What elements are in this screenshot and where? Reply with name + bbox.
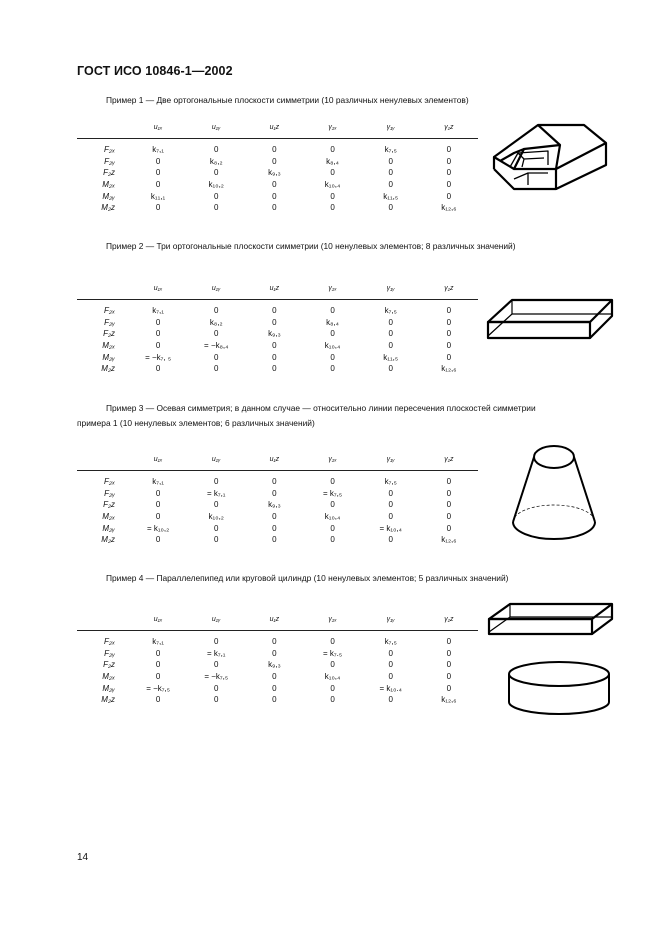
matrix-cell: 0: [330, 500, 335, 510]
matrix-cell: k₉,₃: [268, 329, 281, 339]
matrix-header-row: [77, 609, 478, 631]
matrix-cell: = k₁₀.₄: [379, 683, 402, 693]
column-header: γ₁ₓ: [303, 278, 361, 300]
matrix-cell: k₁₀,₄: [324, 512, 341, 522]
matrix-cell: 0: [330, 683, 335, 693]
matrix-header-row: [77, 278, 478, 300]
column-header: γ₁ᵧ: [362, 449, 420, 471]
column-header: γ₁ᵧ: [362, 117, 420, 139]
matrix-row: [77, 535, 478, 547]
matrix-cell: 0: [446, 477, 452, 486]
matrix-cell: 0: [214, 477, 219, 486]
matrix-cell: 0: [155, 168, 161, 178]
matrix-cell: 0: [388, 156, 393, 166]
matrix-cell: 0: [214, 364, 219, 374]
column-header: u₁z: [245, 609, 303, 631]
matrix-cell: 0: [446, 329, 452, 339]
matrix-cell: k₁₂,₆: [441, 695, 457, 705]
matrix-cell: k₇,₅: [384, 477, 397, 486]
matrix-row: [77, 203, 478, 215]
matrix-cell: 0: [330, 660, 335, 670]
row-label: M₂ₓ: [102, 180, 115, 190]
matrix-cell: 0: [330, 145, 335, 154]
matrix-cell: k₁₀,₄: [324, 180, 341, 190]
matrix-cell: 0: [330, 637, 335, 646]
example-4-caption: [106, 571, 508, 586]
row-label: M₂ₓ: [102, 672, 115, 682]
figure-double-symmetric-body: [488, 117, 612, 193]
matrix-cell: k₇,₅: [384, 306, 397, 315]
matrix-header-row: [77, 117, 478, 139]
header-blank: [77, 449, 129, 471]
matrix-row: [77, 500, 478, 512]
matrix-cell: 0: [330, 477, 335, 486]
column-header: u₁z: [245, 278, 303, 300]
matrix-cell: k₁₂,₆: [441, 535, 457, 545]
matrix-cell: 0: [272, 637, 277, 646]
example-2-matrix: [77, 278, 478, 376]
column-header: u₁ₓ: [129, 609, 187, 631]
matrix-cell: 0: [155, 317, 161, 327]
matrix-cell: 0: [155, 203, 161, 213]
row-label: F₂ᵧ: [104, 488, 115, 498]
matrix-cell: 0: [155, 156, 161, 166]
matrix-cell: 0: [272, 156, 277, 166]
matrix-cell: 0: [272, 672, 277, 682]
row-label: F₂ₓ: [104, 477, 115, 486]
matrix-cell: 0: [388, 535, 393, 545]
figure-truncated-cone: [508, 442, 608, 548]
row-label: M₂z: [101, 535, 115, 545]
matrix-cell: k₁₁,₁: [150, 191, 166, 201]
matrix-cell: 0: [330, 695, 335, 705]
matrix-cell: 0: [330, 329, 335, 339]
matrix-row: [77, 353, 478, 365]
matrix-cell: 0: [155, 648, 161, 658]
caption-line: примера 1 (10 ненулевых элементов; 6 различных значений): [77, 418, 315, 428]
matrix-cell: k₁₀,₄: [324, 672, 341, 682]
matrix-cell: 0: [330, 306, 335, 315]
row-label: F₂ₓ: [104, 306, 115, 315]
matrix-row: [77, 139, 478, 157]
matrix-row: [77, 341, 478, 353]
matrix-cell: k₇,₁: [152, 477, 164, 486]
matrix-row: [77, 672, 478, 684]
matrix-row: [77, 329, 478, 341]
matrix-cell: 0: [388, 203, 393, 213]
matrix-cell: 0: [272, 648, 277, 658]
row-label: F₂ₓ: [104, 637, 115, 646]
matrix-cell: 0: [272, 180, 277, 190]
column-header: u₁z: [245, 449, 303, 471]
matrix-cell: 0: [388, 317, 393, 327]
matrix-cell: 0: [214, 329, 219, 339]
matrix-cell: 0: [446, 488, 452, 498]
matrix-cell: 0: [155, 535, 161, 545]
row-label: F₂z: [103, 660, 115, 670]
matrix-row: [77, 180, 478, 192]
column-header: u₁ᵧ: [187, 278, 245, 300]
matrix-cell: k₈,₂: [209, 156, 223, 166]
matrix-cell: 0: [446, 648, 452, 658]
example-1-caption: [106, 93, 469, 108]
matrix-row: [77, 489, 478, 501]
matrix-cell: 0: [446, 352, 452, 362]
matrix-cell: 0: [446, 191, 452, 201]
matrix-cell: 0: [446, 341, 452, 351]
document-header: ГОСТ ИСО 10846-1—2002: [77, 64, 233, 78]
matrix-cell: k₈,₄: [326, 156, 339, 166]
matrix-cell: 0: [446, 168, 452, 178]
column-header: γ₁z: [420, 117, 478, 139]
column-header: u₁ₓ: [129, 449, 187, 471]
matrix-cell: k₇,₁: [152, 306, 164, 315]
matrix-cell: 0: [272, 203, 277, 213]
matrix-cell: k₇,₅: [384, 145, 397, 154]
matrix-cell: = −k₈,₄: [204, 341, 229, 351]
matrix-cell: 0: [446, 672, 452, 682]
matrix-cell: 0: [272, 317, 277, 327]
matrix-cell: 0: [330, 364, 335, 374]
matrix-cell: 0: [388, 341, 393, 351]
matrix-cell: 0: [272, 341, 277, 351]
matrix-cell: 0: [272, 695, 277, 705]
matrix-cell: 0: [155, 341, 161, 351]
column-header: γ₁ₓ: [303, 449, 361, 471]
caption-line: Пример 2 — Три ортогональные плоскости симметрии (10 ненулевых элементов; 8 различных значений): [106, 241, 516, 251]
caption-line: Пример 1 — Две ортогональные плоскости симметрии (10 различных ненулевых элементов): [106, 95, 469, 105]
matrix-cell: 0: [214, 637, 219, 646]
column-header: γ₁ᵧ: [362, 609, 420, 631]
matrix-cell: 0: [214, 660, 219, 670]
matrix-cell: k₈,₄: [326, 317, 339, 327]
row-label: F₂ₓ: [104, 145, 115, 154]
matrix-cell: 0: [388, 648, 393, 658]
row-label: M₂ᵧ: [102, 523, 115, 533]
matrix-cell: 0: [330, 535, 335, 545]
matrix-cell: 0: [446, 145, 452, 154]
matrix-cell: 0: [388, 364, 393, 374]
matrix-cell: 0: [446, 500, 452, 510]
row-label: M₂ₓ: [102, 341, 115, 351]
row-label: M₂ᵧ: [102, 352, 115, 362]
header-blank: [77, 609, 129, 631]
matrix-cell: 0: [214, 500, 219, 510]
matrix-cell: 0: [388, 329, 393, 339]
matrix-cell: 0: [155, 512, 161, 522]
column-header: u₁ᵧ: [187, 609, 245, 631]
matrix-cell: 0: [155, 695, 161, 705]
matrix-cell: k₉,₃: [268, 168, 281, 178]
matrix-cell: 0: [272, 512, 277, 522]
matrix-cell: 0: [330, 168, 335, 178]
example-3-caption: [77, 401, 637, 431]
matrix-cell: 0: [155, 364, 161, 374]
matrix-cell: 0: [446, 637, 452, 646]
matrix-cell: 0: [155, 660, 161, 670]
column-header: γ₁z: [420, 449, 478, 471]
matrix-row: [77, 168, 478, 180]
matrix-cell: 0: [388, 180, 393, 190]
matrix-cell: = −k₇,₅: [146, 683, 170, 693]
row-label: F₂ᵧ: [104, 317, 115, 327]
matrix-cell: k₁₁,₅: [383, 352, 399, 362]
matrix-cell: 0: [214, 523, 219, 533]
column-header: γ₁ₓ: [303, 609, 361, 631]
matrix-cell: 0: [388, 488, 393, 498]
matrix-cell: 0: [214, 683, 219, 693]
matrix-cell: 0: [388, 168, 393, 178]
column-header: γ₁ₓ: [303, 117, 361, 139]
matrix-cell: 0: [214, 695, 219, 705]
matrix-cell: 0: [272, 145, 277, 154]
matrix-row: [77, 318, 478, 330]
matrix-row: [77, 695, 478, 707]
matrix-cell: 0: [155, 672, 161, 682]
matrix-cell: 0: [272, 523, 277, 533]
header-blank: [77, 117, 129, 139]
matrix-cell: 0: [272, 477, 277, 486]
column-header: u₁ₓ: [129, 117, 187, 139]
matrix-cell: 0: [155, 500, 161, 510]
matrix-cell: 0: [272, 352, 277, 362]
matrix-cell: 0: [388, 695, 393, 705]
matrix-cell: k₁₀,₂: [208, 512, 224, 522]
column-header: u₁ₓ: [129, 278, 187, 300]
figure-flat-box: [486, 292, 616, 344]
row-label: M₂z: [101, 364, 115, 374]
matrix-row: [77, 364, 478, 376]
example-4-matrix: [77, 609, 478, 707]
matrix-cell: 0: [330, 203, 335, 213]
matrix-cell: 0: [388, 660, 393, 670]
matrix-cell: k₉,₃: [268, 500, 281, 510]
row-label: M₂ᵧ: [102, 191, 115, 201]
matrix-cell: 0: [446, 683, 452, 693]
matrix-row: [77, 649, 478, 661]
matrix-cell: k₁₀,₂: [208, 180, 224, 190]
matrix-cell: 0: [388, 512, 393, 522]
column-header: u₁ᵧ: [187, 449, 245, 471]
matrix-row: [77, 660, 478, 672]
example-2-caption: [106, 239, 516, 254]
matrix-cell: 0: [214, 203, 219, 213]
row-label: M₂z: [101, 695, 115, 705]
matrix-row: [77, 631, 478, 649]
matrix-cell: 0: [446, 156, 452, 166]
row-label: F₂z: [103, 329, 115, 339]
matrix-cell: k₈,₂: [209, 317, 223, 327]
caption-line: Пример 3 — Осевая симметрия; в данном случае — относительно линии пересечения плоскостей симметрии: [106, 403, 536, 413]
matrix-cell: 0: [330, 352, 335, 362]
matrix-row: [77, 157, 478, 169]
column-header: u₁z: [245, 117, 303, 139]
matrix-cell: = −k₇,₅: [204, 672, 229, 682]
matrix-cell: = k₇.₅: [323, 648, 343, 658]
matrix-row: [77, 192, 478, 204]
matrix-row: [77, 524, 478, 536]
caption-line: Пример 4 — Параллелепипед или круговой цилиндр (10 ненулевых элементов; 5 различных значений): [106, 573, 509, 583]
matrix-cell: 0: [272, 535, 277, 545]
matrix-cell: 0: [214, 145, 219, 154]
matrix-row: [77, 471, 478, 489]
matrix-cell: 0: [155, 329, 161, 339]
matrix-cell: 0: [446, 660, 452, 670]
matrix-cell: 0: [272, 488, 277, 498]
matrix-cell: 0: [446, 306, 452, 315]
matrix-cell: 0: [214, 535, 219, 545]
row-label: M₂z: [101, 203, 115, 213]
matrix-row: [77, 512, 478, 524]
row-label: M₂ₓ: [102, 512, 115, 522]
matrix-cell: 0: [388, 500, 393, 510]
matrix-cell: = k₇,₅: [323, 488, 343, 498]
matrix-cell: k₇,₅: [384, 637, 397, 646]
column-header: γ₁ᵧ: [362, 278, 420, 300]
matrix-cell: 0: [272, 683, 277, 693]
column-header: γ₁z: [420, 609, 478, 631]
matrix-cell: 0: [214, 352, 219, 362]
matrix-cell: k₁₂,₆: [441, 203, 457, 213]
row-label: F₂z: [103, 168, 115, 178]
matrix-cell: k₁₀,₄: [324, 341, 341, 351]
row-label: M₂ᵧ: [102, 683, 115, 693]
example-1-matrix: [77, 117, 478, 215]
matrix-row: [77, 300, 478, 318]
figure-circular-cylinder: [505, 658, 615, 722]
matrix-cell: k₁₁,₅: [383, 191, 399, 201]
matrix-cell: = k₁₀,₄: [379, 523, 402, 533]
row-label: F₂z: [103, 500, 115, 510]
matrix-cell: = k₇,₁: [206, 648, 226, 658]
matrix-cell: 0: [446, 180, 452, 190]
column-header: u₁ᵧ: [187, 117, 245, 139]
example-3-matrix: [77, 449, 478, 547]
row-label: F₂ᵧ: [104, 648, 115, 658]
matrix-cell: 0: [446, 523, 452, 533]
matrix-cell: 0: [330, 191, 335, 201]
matrix-cell: 0: [388, 672, 393, 682]
matrix-cell: 0: [214, 168, 219, 178]
matrix-cell: 0: [272, 364, 277, 374]
matrix-cell: 0: [272, 306, 277, 315]
matrix-cell: 0: [214, 191, 219, 201]
row-label: F₂ᵧ: [104, 156, 115, 166]
matrix-cell: 0: [155, 488, 161, 498]
matrix-cell: k₇,₁: [152, 145, 164, 154]
matrix-cell: 0: [446, 317, 452, 327]
matrix-header-row: [77, 449, 478, 471]
matrix-cell: = k₇,₁: [206, 488, 226, 498]
matrix-cell: = −k₇, ₅: [145, 352, 172, 362]
matrix-cell: k₉,₃: [268, 660, 281, 670]
page-number: 14: [77, 852, 89, 863]
matrix-cell: 0: [272, 191, 277, 201]
header-blank: [77, 278, 129, 300]
matrix-cell: 0: [155, 180, 161, 190]
figure-parallelepiped: [486, 601, 616, 639]
column-header: γ₁z: [420, 278, 478, 300]
matrix-row: [77, 684, 478, 696]
matrix-cell: 0: [214, 306, 219, 315]
matrix-cell: k₁₂,₆: [441, 364, 457, 374]
matrix-cell: 0: [330, 523, 335, 533]
matrix-cell: 0: [446, 512, 452, 522]
matrix-cell: = k₁₀,₂: [146, 523, 170, 533]
matrix-cell: k₇,₁: [152, 637, 164, 646]
